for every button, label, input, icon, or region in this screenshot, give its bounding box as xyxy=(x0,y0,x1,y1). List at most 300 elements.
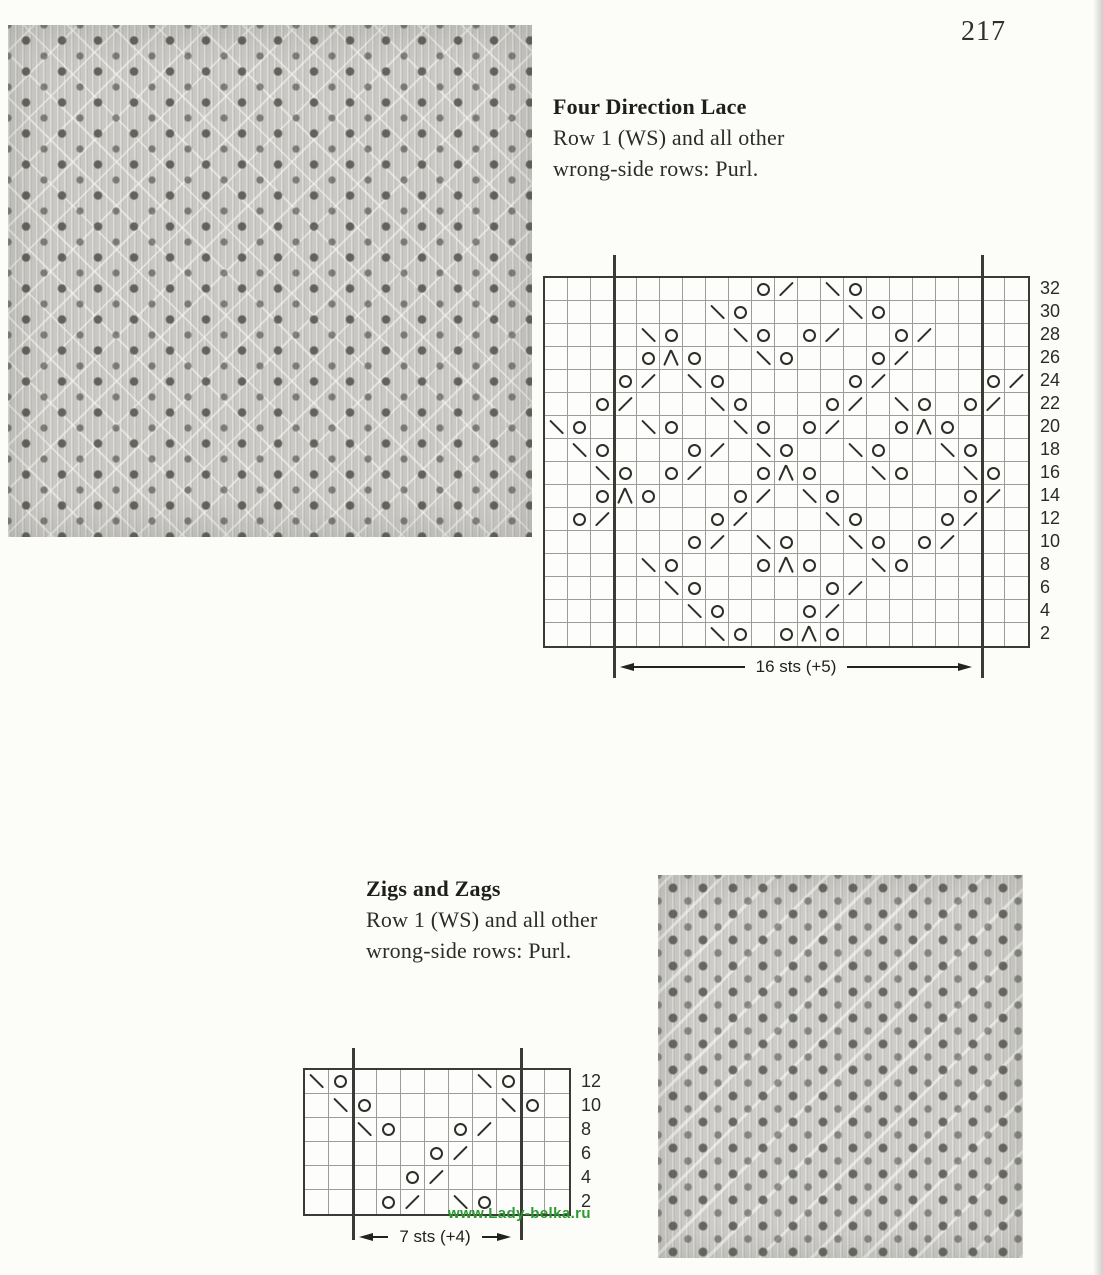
chart-cell xyxy=(959,347,982,370)
chart-cell xyxy=(329,1166,353,1190)
arrow-line xyxy=(482,1236,497,1238)
chart-cell xyxy=(568,393,591,416)
ssk-symbol xyxy=(752,531,774,553)
k2tog-symbol xyxy=(706,439,728,461)
yo-symbol xyxy=(982,462,1004,484)
chart-cell xyxy=(1005,301,1028,324)
chart-cell xyxy=(936,278,959,301)
chart-cell xyxy=(706,531,729,554)
chart-cell xyxy=(844,623,867,646)
chart-cell xyxy=(890,278,913,301)
chart-cell xyxy=(982,577,1005,600)
chart-cell xyxy=(982,393,1005,416)
chart-cell xyxy=(913,577,936,600)
k2tog-symbol xyxy=(913,324,935,346)
chart-cell xyxy=(936,439,959,462)
chart-cell xyxy=(821,623,844,646)
chart-cell xyxy=(497,1094,521,1118)
chart-cell xyxy=(591,324,614,347)
yo-symbol xyxy=(591,393,613,415)
chart-cell xyxy=(890,462,913,485)
chart-cell xyxy=(913,531,936,554)
chart-cell xyxy=(377,1070,401,1094)
chart-cell xyxy=(890,347,913,370)
ssk-symbol xyxy=(844,301,866,323)
chart-cell xyxy=(591,462,614,485)
k2tog-symbol xyxy=(959,508,981,530)
chart-cell xyxy=(775,600,798,623)
chart-cell xyxy=(890,393,913,416)
yo-symbol xyxy=(752,462,774,484)
yo-ring xyxy=(596,444,609,457)
chart-cell xyxy=(844,554,867,577)
chart-cell xyxy=(591,577,614,600)
chart-cell xyxy=(913,347,936,370)
cdd-symbol xyxy=(775,554,797,576)
ssk-symbol xyxy=(706,623,728,646)
yo-ring xyxy=(665,559,678,572)
chart-cell xyxy=(729,370,752,393)
chart-cell xyxy=(545,393,568,416)
repeat-line xyxy=(981,255,984,678)
repeat-line xyxy=(352,1048,355,1240)
chart-cell xyxy=(545,623,568,646)
chart-cell xyxy=(425,1070,449,1094)
yo-symbol xyxy=(959,485,981,507)
chart-grid xyxy=(303,1068,571,1216)
k2tog-symbol xyxy=(890,347,912,369)
yo-symbol xyxy=(660,416,682,438)
chart-cell xyxy=(752,324,775,347)
yo-symbol xyxy=(775,439,797,461)
chart-cell xyxy=(329,1190,353,1214)
yo-ring xyxy=(334,1075,347,1088)
yo-ring xyxy=(780,352,793,365)
chart-cell xyxy=(775,531,798,554)
ssk-symbol xyxy=(591,462,613,484)
chart-cell xyxy=(591,278,614,301)
chart-cell xyxy=(449,1094,473,1118)
yo-ring xyxy=(826,398,839,411)
chart-cell xyxy=(614,577,637,600)
yo-ring xyxy=(596,398,609,411)
yo-ring xyxy=(526,1099,539,1112)
instruction-line: wrong-side rows: Purl. xyxy=(366,938,572,963)
chart-cell xyxy=(844,347,867,370)
chart-cell xyxy=(637,278,660,301)
chart-cell xyxy=(729,347,752,370)
chart-cell xyxy=(821,370,844,393)
chart-cell xyxy=(959,577,982,600)
chart-cell xyxy=(913,485,936,508)
chart-cell xyxy=(821,600,844,623)
chart-cell xyxy=(890,623,913,646)
cdd-symbol xyxy=(660,347,682,369)
chart-cell xyxy=(329,1070,353,1094)
chart-cell xyxy=(1005,600,1028,623)
chart-cell xyxy=(660,370,683,393)
yo-ring xyxy=(895,467,908,480)
chart-cell xyxy=(1005,623,1028,646)
chart-cell xyxy=(683,623,706,646)
k2tog-symbol xyxy=(1005,370,1028,392)
yo-ring xyxy=(872,352,885,365)
instruction-line: wrong-side rows: Purl. xyxy=(553,156,759,181)
chart-cell xyxy=(497,1070,521,1094)
chart-cell xyxy=(706,416,729,439)
chart-cell xyxy=(591,531,614,554)
yo-ring xyxy=(849,283,862,296)
chart-cell xyxy=(545,439,568,462)
chart-cell xyxy=(1005,531,1028,554)
chart-cell xyxy=(660,393,683,416)
row-number-label: 20 xyxy=(1040,416,1061,436)
row-number-label: 30 xyxy=(1040,301,1061,321)
chart-cell xyxy=(377,1142,401,1166)
arrowhead-left-icon xyxy=(359,1233,373,1241)
four-direction-lace-photo xyxy=(8,25,532,537)
chart-cell xyxy=(936,416,959,439)
yo-symbol xyxy=(425,1142,448,1165)
chart-cell xyxy=(752,577,775,600)
k2tog-symbol xyxy=(821,600,843,622)
yo-ring xyxy=(358,1099,371,1112)
chart-cell xyxy=(449,1166,473,1190)
yo-symbol xyxy=(936,508,958,530)
chart-cell xyxy=(545,531,568,554)
yo-ring xyxy=(688,444,701,457)
chart-cell xyxy=(637,416,660,439)
chart-cell xyxy=(545,370,568,393)
yo-symbol xyxy=(752,324,774,346)
k2tog-symbol xyxy=(706,531,728,553)
k2tog-symbol xyxy=(867,370,889,392)
yo-symbol xyxy=(798,462,820,484)
chart-cell xyxy=(867,324,890,347)
yo-ring xyxy=(987,375,1000,388)
chart-cell xyxy=(959,554,982,577)
chart-cell xyxy=(614,370,637,393)
chart-cell xyxy=(683,577,706,600)
chart-cell xyxy=(936,623,959,646)
chart-cell xyxy=(982,531,1005,554)
chart-cell xyxy=(545,1166,569,1190)
ssk-symbol xyxy=(706,393,728,415)
yo-symbol xyxy=(821,577,843,599)
chart-cell xyxy=(890,485,913,508)
ssk-symbol xyxy=(844,439,866,461)
chart-cell xyxy=(844,324,867,347)
chart-cell xyxy=(637,370,660,393)
chart-cell xyxy=(545,1118,569,1142)
ssk-symbol xyxy=(867,462,889,484)
chart-cell xyxy=(752,347,775,370)
chart-cell xyxy=(591,600,614,623)
yo-symbol xyxy=(890,416,912,438)
ssk-symbol xyxy=(637,554,659,576)
chart-cell xyxy=(683,439,706,462)
chart-cell xyxy=(521,1094,545,1118)
yo-symbol xyxy=(449,1118,472,1141)
chart-cell xyxy=(913,600,936,623)
chart-cell xyxy=(844,278,867,301)
yo-symbol xyxy=(706,600,728,622)
k2tog-symbol xyxy=(449,1142,472,1165)
row-number-label: 4 xyxy=(1040,600,1051,620)
chart-cell xyxy=(729,577,752,600)
chart-cell xyxy=(867,370,890,393)
chart-cell xyxy=(821,531,844,554)
chart-cell xyxy=(545,301,568,324)
arrowhead-left-icon xyxy=(620,663,634,671)
yo-symbol xyxy=(844,370,866,392)
chart-cell xyxy=(936,577,959,600)
chart-cell xyxy=(545,508,568,531)
chart-cell xyxy=(683,416,706,439)
yo-ring xyxy=(964,490,977,503)
ssk-symbol xyxy=(353,1118,376,1141)
chart-cell xyxy=(752,278,775,301)
chart-cell xyxy=(568,531,591,554)
row-number-label: 14 xyxy=(1040,485,1061,505)
chart-cell xyxy=(775,301,798,324)
chart-cell xyxy=(305,1118,329,1142)
chart-cell xyxy=(568,416,591,439)
yo-ring xyxy=(803,559,816,572)
chart-cell xyxy=(752,531,775,554)
chart-cell xyxy=(545,1142,569,1166)
chart-cell xyxy=(890,416,913,439)
yo-symbol xyxy=(982,370,1004,392)
chart-cell xyxy=(936,508,959,531)
yo-symbol xyxy=(497,1070,520,1093)
chart-cell xyxy=(545,462,568,485)
chart-cell xyxy=(614,393,637,416)
yo-ring xyxy=(619,375,632,388)
yo-ring xyxy=(826,628,839,641)
chart-cell xyxy=(521,1142,545,1166)
chart-cell xyxy=(982,623,1005,646)
chart-cell xyxy=(545,347,568,370)
chart-cell xyxy=(913,554,936,577)
cdd-symbol xyxy=(775,462,797,484)
arrow-line xyxy=(847,666,958,668)
section-title-four-direction-lace: Four Direction Lace xyxy=(553,94,747,119)
ssk-symbol xyxy=(798,485,820,507)
chart-cell xyxy=(821,508,844,531)
chart-cell xyxy=(798,462,821,485)
cdd-symbol xyxy=(913,416,935,438)
instruction-line: Row 1 (WS) and all other xyxy=(366,907,598,932)
chart-cell xyxy=(798,370,821,393)
chart-cell xyxy=(752,485,775,508)
yo-ring xyxy=(573,513,586,526)
yo-symbol xyxy=(660,324,682,346)
chart-cell xyxy=(305,1190,329,1214)
chart-cell xyxy=(729,554,752,577)
stitch-repeat-arrow xyxy=(359,1229,511,1245)
row-number-label: 4 xyxy=(581,1167,592,1187)
yo-ring xyxy=(757,421,770,434)
chart-cell xyxy=(591,370,614,393)
chart-cell xyxy=(545,554,568,577)
chart-cell xyxy=(545,485,568,508)
chart-cell xyxy=(401,1070,425,1094)
row-number-label: 8 xyxy=(581,1119,592,1139)
yo-ring xyxy=(987,467,1000,480)
yo-ring xyxy=(734,490,747,503)
chart-cell xyxy=(637,531,660,554)
yo-ring xyxy=(872,444,885,457)
chart-cell xyxy=(890,301,913,324)
yo-ring xyxy=(849,375,862,388)
yo-symbol xyxy=(591,439,613,461)
chart-cell xyxy=(890,324,913,347)
yo-ring xyxy=(849,513,862,526)
yo-symbol xyxy=(752,416,774,438)
chart-cell xyxy=(329,1142,353,1166)
k2tog-symbol xyxy=(614,393,636,415)
chart-cell xyxy=(660,278,683,301)
chart-cell xyxy=(936,462,959,485)
ssk-symbol xyxy=(497,1094,520,1117)
repeat-line xyxy=(613,255,616,678)
yo-symbol xyxy=(752,278,774,300)
k2tog-symbol xyxy=(752,485,774,507)
chart-cell xyxy=(775,416,798,439)
chart-cell xyxy=(401,1190,425,1214)
yo-ring xyxy=(688,352,701,365)
yo-symbol xyxy=(890,462,912,484)
yo-symbol xyxy=(637,347,659,369)
yo-symbol xyxy=(844,508,866,530)
chart-cell xyxy=(545,577,568,600)
chart-cell xyxy=(752,416,775,439)
yo-symbol xyxy=(683,577,705,599)
chart-cell xyxy=(449,1142,473,1166)
chart-cell xyxy=(568,577,591,600)
chart-cell xyxy=(844,531,867,554)
ssk-symbol xyxy=(821,508,843,530)
chart-cell xyxy=(798,600,821,623)
chart-cell xyxy=(844,393,867,416)
chart-cell xyxy=(821,393,844,416)
chart-cell xyxy=(890,531,913,554)
yo-ring xyxy=(734,306,747,319)
cdd-symbol xyxy=(798,623,820,646)
yo-ring xyxy=(780,444,793,457)
chart-cell xyxy=(890,554,913,577)
chart-cell xyxy=(660,324,683,347)
chart-cell xyxy=(867,347,890,370)
chart-cell xyxy=(568,600,591,623)
ssk-symbol xyxy=(568,439,590,461)
chart-cell xyxy=(959,485,982,508)
chart-cell xyxy=(729,623,752,646)
yo-symbol xyxy=(521,1094,544,1117)
chart-cell xyxy=(377,1118,401,1142)
yo-ring xyxy=(711,375,724,388)
chart-cell xyxy=(614,508,637,531)
chart-cell xyxy=(683,600,706,623)
chart-cell xyxy=(844,462,867,485)
chart-cell xyxy=(660,554,683,577)
ssk-symbol xyxy=(959,462,981,484)
page-number: 217 xyxy=(961,16,1006,47)
chart-cell xyxy=(683,462,706,485)
yo-symbol xyxy=(959,439,981,461)
chart-cell xyxy=(798,347,821,370)
yo-ring xyxy=(711,513,724,526)
ssk-symbol xyxy=(683,370,705,392)
ssk-symbol xyxy=(936,439,958,461)
cdd-symbol xyxy=(614,485,636,507)
yo-symbol xyxy=(706,508,728,530)
chart-cell xyxy=(867,485,890,508)
chart-cell xyxy=(377,1190,401,1214)
chart-cell xyxy=(591,393,614,416)
k2tog-symbol xyxy=(982,393,1004,415)
yo-symbol xyxy=(867,301,889,323)
yo-ring xyxy=(665,467,678,480)
chart-cell xyxy=(568,439,591,462)
chart-cell xyxy=(591,439,614,462)
ssk-symbol xyxy=(752,347,774,369)
yo-ring xyxy=(941,513,954,526)
chart-cell xyxy=(844,416,867,439)
chart-cell xyxy=(844,508,867,531)
yo-symbol xyxy=(959,393,981,415)
chart-cell xyxy=(821,301,844,324)
yo-ring xyxy=(665,421,678,434)
yo-ring xyxy=(573,421,586,434)
yo-ring xyxy=(895,329,908,342)
k2tog-symbol xyxy=(821,416,843,438)
yo-ring xyxy=(895,559,908,572)
chart-cell xyxy=(1005,416,1028,439)
chart-cell xyxy=(936,393,959,416)
ssk-symbol xyxy=(545,416,567,438)
chart-cell xyxy=(706,393,729,416)
chart-cell xyxy=(867,623,890,646)
chart-cell xyxy=(637,301,660,324)
chart-cell xyxy=(1005,554,1028,577)
chart-cell xyxy=(473,1094,497,1118)
yo-ring xyxy=(757,329,770,342)
chart-cell xyxy=(821,485,844,508)
k2tog-symbol xyxy=(844,393,866,415)
chart-cell xyxy=(867,278,890,301)
chart-cell xyxy=(497,1142,521,1166)
chart-cell xyxy=(473,1142,497,1166)
chart-cell xyxy=(821,439,844,462)
chart-cell xyxy=(936,347,959,370)
chart-cell xyxy=(729,462,752,485)
ssk-symbol xyxy=(706,301,728,323)
chart-cell xyxy=(936,485,959,508)
chart-cell xyxy=(353,1070,377,1094)
chart-cell xyxy=(775,554,798,577)
chart-cell xyxy=(637,439,660,462)
chart-cell xyxy=(867,393,890,416)
chart-cell xyxy=(614,416,637,439)
chart-cell xyxy=(706,278,729,301)
chart-cell xyxy=(982,370,1005,393)
k2tog-symbol xyxy=(936,531,958,553)
chart-cell xyxy=(890,508,913,531)
chart-cell xyxy=(982,439,1005,462)
chart-cell xyxy=(305,1094,329,1118)
